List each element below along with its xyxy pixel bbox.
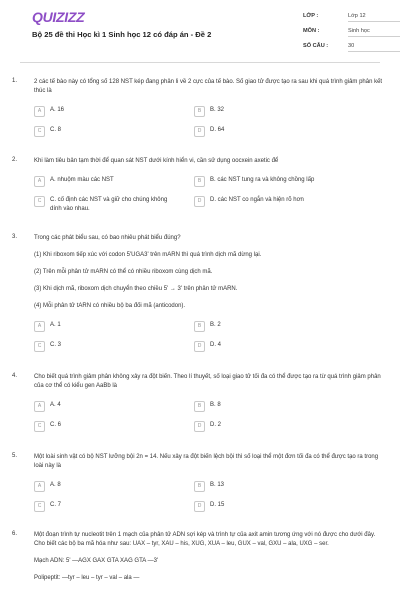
answer-option-c[interactable] [34, 196, 180, 213]
polypeptide-line: Polipeptit: —tyr – leu – tyr – val – ala — [34, 575, 140, 581]
answer-grid [34, 481, 384, 521]
answer-letter: D [194, 196, 205, 207]
answer-option-b[interactable] [194, 321, 340, 332]
answer-text: B. 8 [210, 402, 221, 408]
answer-letter: C [34, 501, 45, 512]
answer-letter: A [34, 106, 45, 117]
answer-option-d[interactable] [194, 501, 340, 512]
answer-text: A. 16 [50, 107, 65, 113]
document-title: Bộ 25 đề thi Học kì 1 Sinh học 12 có đáp án - Đề 2 [32, 30, 212, 39]
question-text: Cho biết quá trình giảm phân không xảy ra đột biến. Theo lí thuyết, số loại giao tử tối đa có thể được tạo ra từ quá trình giảm phân của cơ thể có kiểu gen AaBb là [34, 374, 381, 389]
meta-row-count [303, 43, 400, 58]
answer-letter: A [34, 481, 45, 492]
answer-option-b[interactable] [194, 176, 340, 187]
answer-text: A. 8 [50, 482, 61, 488]
answer-option-d[interactable] [194, 196, 340, 207]
question-number: 6. [12, 531, 18, 537]
quizizz-logo[interactable]: QUIZIZZ [32, 9, 85, 25]
answer-option-a[interactable] [34, 176, 180, 187]
answer-text: D. 2 [210, 422, 222, 428]
answer-option-d[interactable] [194, 126, 340, 137]
answer-option-b[interactable] [194, 106, 340, 117]
answer-letter: C [34, 421, 45, 432]
answer-text: A. 4 [50, 402, 61, 408]
answer-letter: C [34, 126, 45, 137]
question-2 [12, 157, 384, 216]
meta-value: 30 [348, 43, 400, 52]
meta-label: SỐ CÂU : [303, 43, 329, 49]
answer-letter: B [194, 176, 205, 187]
answer-option-c[interactable] [34, 501, 180, 512]
answer-text: A. nhuộm màu các NST [50, 177, 114, 183]
answer-letter: D [194, 341, 205, 352]
meta-label: MÔN : [303, 28, 320, 34]
answer-text: C. 7 [50, 502, 62, 508]
question-number: 1. [12, 78, 18, 84]
answer-letter: D [194, 421, 205, 432]
answer-text: D. 15 [210, 502, 225, 508]
answer-letter: B [194, 401, 205, 412]
answer-text: D. các NST co ngắn và hiện rõ hơn [210, 197, 304, 203]
answer-letter: A [34, 176, 45, 187]
question-6 [12, 531, 384, 583]
answer-text: B. các NST tung ra và không chồng lấp [210, 177, 315, 183]
question-text: Trong các phát biểu sau, có bao nhiêu phát biểu đúng? [34, 235, 181, 241]
question-text: Một đoạn trình tự nucleotit trên 1 mạch của phân tử ADN sợi kép và trình tự của axit amin tương ứng với nó được cho dưới đây. Cho biết các bộ ba mã hóa như sau: UAX – tyr, XAU – his, XUG, XUA – leu, GUX – val, GXU – ala, UXG – ser. [34, 532, 376, 547]
question-3 [12, 234, 384, 361]
answer-text: C. 6 [50, 422, 62, 428]
answer-text: A. 1 [50, 322, 61, 328]
question-number: 2. [12, 157, 18, 163]
answer-letter: D [194, 126, 205, 137]
answer-text: B. 2 [210, 322, 221, 328]
answer-text: B. 32 [210, 107, 225, 113]
answer-option-c[interactable] [34, 341, 180, 352]
question-number: 4. [12, 373, 18, 379]
answer-grid [34, 106, 384, 146]
answer-text: C. 3 [50, 342, 62, 348]
answer-option-c[interactable] [34, 421, 180, 432]
question-number: 5. [12, 453, 18, 459]
answer-letter: B [194, 481, 205, 492]
answer-letter: C [34, 341, 45, 352]
answer-grid [34, 401, 384, 441]
answer-option-a[interactable] [34, 106, 180, 117]
meta-label: LỚP : [303, 13, 319, 19]
answer-text: B. 13 [210, 482, 225, 488]
statement-4: (4) Mỗi phân tử tARN có nhiều bộ ba đối mã (anticodon). [34, 303, 186, 309]
meta-row-class [303, 13, 400, 28]
answer-option-d[interactable] [194, 341, 340, 352]
question-number: 3. [12, 234, 18, 240]
answer-option-c[interactable] [34, 126, 180, 137]
question-text: Một loài sinh vật có bộ NST lưỡng bội 2n = 14. Nếu xảy ra đột biến lệch bội thì số loại thể một đơn tối đa có thể được tạo ra trong loài này là [34, 454, 379, 469]
question-5 [12, 453, 384, 521]
question-4 [12, 373, 384, 441]
answer-option-b[interactable] [194, 401, 340, 412]
answer-grid [34, 176, 384, 216]
meta-value: Lớp 12 [348, 13, 400, 22]
answer-letter: A [34, 401, 45, 412]
answer-option-a[interactable] [34, 481, 180, 492]
dna-strand-line: Mạch ADN: 5' —AGX GAX GTA XAG GTA —3' [34, 558, 159, 564]
answer-letter: D [194, 501, 205, 512]
answer-text: D. 4 [210, 342, 222, 348]
answer-option-d[interactable] [194, 421, 340, 432]
answer-letter: B [194, 321, 205, 332]
answer-letter: B [194, 106, 205, 117]
statement-3: (3) Khi dịch mã, riboxom dịch chuyển theo chiều 5' → 3' trên phân tử mARN. [34, 286, 238, 292]
worksheet-header [20, 0, 380, 63]
answer-text: C. cố định các NST và giữ cho chúng không dính vào nhau. [50, 197, 168, 212]
answer-text: C. 8 [50, 127, 62, 133]
question-text: 2 các tế bào này có tổng số 128 NST kép đang phân li về 2 cực của tế bào. Số giao tử được tạo ra sau khi quá trình giảm phân kết thúc là [34, 79, 383, 94]
answer-option-b[interactable] [194, 481, 340, 492]
answer-option-a[interactable] [34, 321, 180, 332]
meta-value: Sinh học [348, 28, 400, 37]
answer-letter: C [34, 196, 45, 207]
statement-2: (2) Trên mỗi phân tử mARN có thể có nhiều riboxom cùng dịch mã. [34, 269, 213, 275]
answer-text: D. 64 [210, 127, 225, 133]
question-1 [12, 78, 384, 146]
answer-letter: A [34, 321, 45, 332]
statement-1: (1) Khi riboxom tiếp xúc với codon 5'UGA3' trên mARN thì quá trình dịch mã dừng lại. [34, 252, 262, 258]
answer-grid [34, 321, 384, 361]
question-text: Khi làm tiêu bản tạm thời để quan sát NST dưới kính hiển vi, cần sử dụng oocxein axetic để [34, 158, 279, 164]
meta-row-subject [303, 28, 400, 43]
meta-panel [303, 13, 400, 58]
answer-option-a[interactable] [34, 401, 180, 412]
